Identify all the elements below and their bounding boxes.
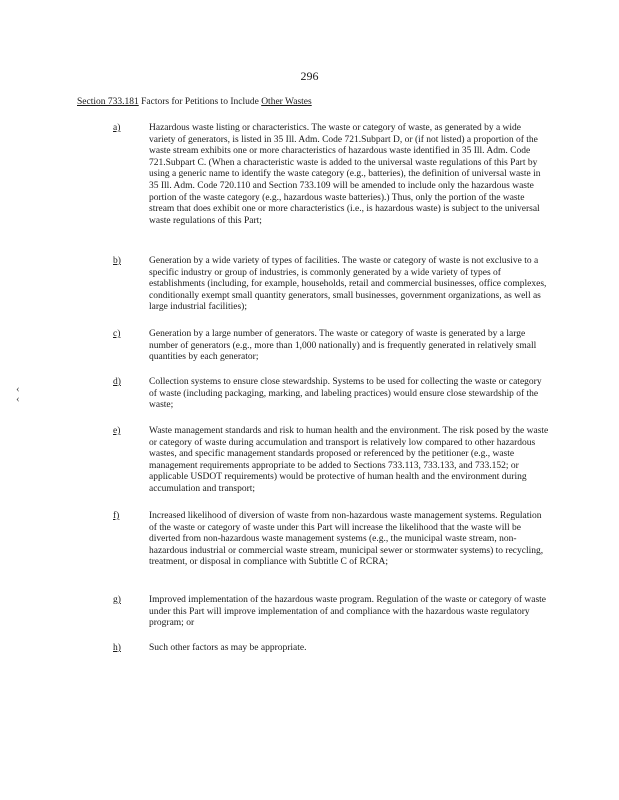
- item-marker: g): [113, 595, 121, 605]
- item-marker: b): [113, 256, 121, 266]
- item-marker: c): [113, 329, 121, 339]
- item-marker: h): [113, 643, 121, 653]
- item-text: Hazardous waste listing or characteristics. The waste or category of waste, as generated by a wide variety of generators, is listed in 35 Ill. Adm. Code 721.Subpart D, or (if not listed) a proportion of the waste stream exhibits one or more characteristics of hazardous waste identified in 35 Ill. Adm. Code 721.Subpart C. (When a characteristic waste is added to the universal waste regulations of this Part by using a generic name to identify the waste category (e.g., batteries), the definition of universal waste in 35 Ill. Adm. Code 720.110 and Section 733.109 will be amended to include only the hazardous waste portion of the waste category (e.g., hazardous waste batteries).) Thus, only the portion of the waste stream that does exhibit one or more characteristics (i.e., is hazardous waste) is subject to the universal waste regulations of this Part;: [149, 123, 541, 226]
- section-title-part2: Other Wastes: [261, 97, 312, 107]
- item-text: Waste management standards and risk to human health and the environment. The risk posed by the waste or category of waste during accumulation and transport is relatively low compared to other hazardous wastes, and specific management standards proposed or referenced by the petitioner (e.g., waste management requirements appropriate to be added to Sections 733.113, 733.133, and 733.152; or applicable USDOT requirements) would be protective of human health and the environment during accumulation and transport;: [149, 426, 549, 494]
- section-number: Section 733.181: [77, 97, 139, 107]
- item-marker: a): [113, 123, 121, 133]
- page-number: 296: [300, 69, 319, 83]
- item-marker: e): [113, 426, 121, 436]
- margin-bracket-mark: ‹: [16, 393, 20, 405]
- section-heading: [77, 97, 312, 107]
- item-text: Collection systems to ensure close stewardship. Systems to be used for collecting the waste or category of waste (including packaging, marking, and labeling practices) would ensure close stewardship of the waste;: [149, 377, 542, 411]
- item-text: Such other factors as may be appropriate.: [149, 643, 307, 653]
- item-text: Improved implementation of the hazardous waste program. Regulation of the waste or category of waste under this Part will improve implementation of and compliance with the hazardous waste regulatory program; or: [149, 595, 547, 629]
- margin-bracket-mark: ‹: [16, 383, 20, 395]
- item-marker: f): [113, 511, 120, 521]
- item-text: Generation by a large number of generators. The waste or category of waste is generated by a large number of generators (e.g., more than 1,000 nationally) and is frequently generated in relatively small quantities by each generator;: [149, 329, 537, 363]
- item-marker: d): [113, 377, 121, 387]
- section-title-part1: Factors for Petitions to Include: [141, 97, 259, 107]
- item-text: Increased likelihood of diversion of waste from non-hazardous waste management systems. Regulation of the waste or category of waste under this Part will increase the likelihood that the waste will be diverted from non-hazardous waste management systems (e.g., the municipal waste stream, non-hazardous industrial or commercial waste stream, municipal sewer or stormwater systems) to recycling, treatment, or disposal in compliance with Subtitle C of RCRA;: [149, 511, 544, 568]
- item-text: Generation by a wide variety of types of facilities. The waste or category of waste is not exclusive to a specific industry or group of industries, is commonly generated by a wide variety of types of establishments (including, for example, households, retail and commercial businesses, office complexes, conditionally exempt small quantity generators, small businesses, government organizations, as well as large industrial facilities);: [149, 256, 547, 313]
